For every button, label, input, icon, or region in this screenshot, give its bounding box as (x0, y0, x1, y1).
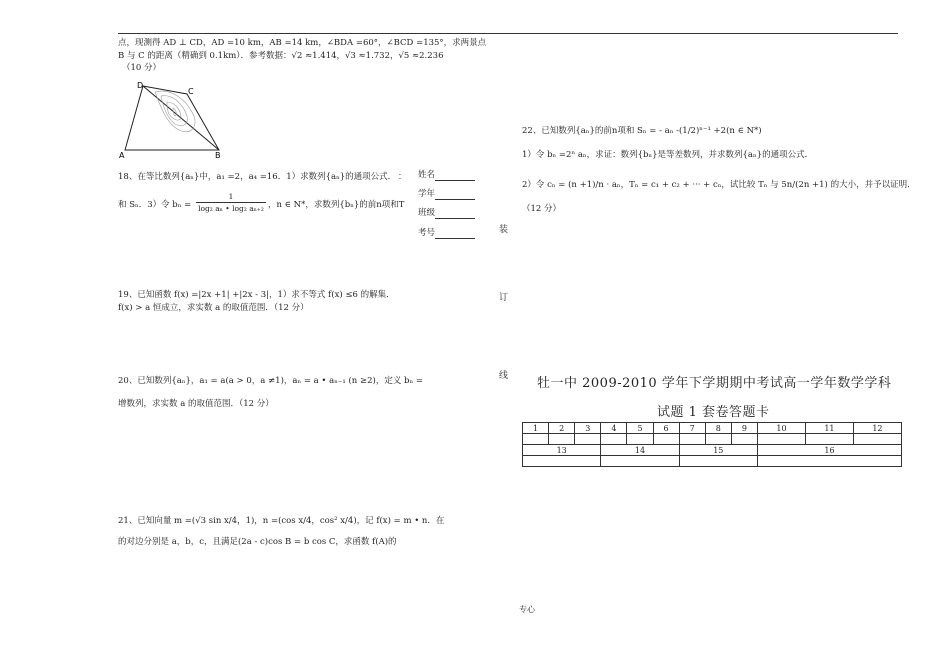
class-label: 班级 (418, 208, 436, 218)
name-blank[interactable] (435, 171, 475, 181)
class-blank[interactable] (435, 209, 475, 219)
q18-line1-tail: ： (398, 172, 407, 182)
number-cell: 5 (627, 423, 653, 434)
number-cell: 7 (679, 423, 705, 434)
q22-line2: 1）令 bₙ =2ⁿ aₙ，求证：数列{bₙ}是等差数列，并求数列{aₙ}的通项公式． (522, 150, 814, 160)
q17-points: （10 分） (122, 63, 162, 73)
class-field (418, 208, 475, 219)
exam-title: 牡一中 2009-2010 学年下学期期中考试高一学年数学学科 (537, 376, 892, 391)
q22-line1: 22、已知数列{aₙ}的前n项和 Sₙ = - aₙ -(1/2)ⁿ⁻¹ +2(n ∈ N*) (522, 126, 762, 136)
answer-cell[interactable] (731, 434, 757, 445)
fill-number-cell: 14 (601, 445, 679, 456)
number-cell: 2 (549, 423, 575, 434)
q19-line2: f(x) > a 恒成立，求实数 a 的取值范围．（12 分） (118, 303, 309, 313)
number-cell: 9 (731, 423, 757, 434)
number-cell: 10 (757, 423, 805, 434)
answer-sheet-title: 试题 1 套卷答题卡 (657, 405, 770, 420)
number-row (523, 423, 902, 434)
label-a: A (119, 151, 125, 160)
binding-zhuang: 装 (499, 225, 509, 235)
q18-line2-prefix: 和 Sₙ．3）令 bₙ = (118, 200, 192, 210)
number-cell: 11 (805, 423, 853, 434)
q21-line2: 的对边分别是 a，b，c，且满足(2a - c)cos B = b cos C，求函数 f(A)的 (118, 537, 397, 547)
fill-answer-cell[interactable] (679, 456, 757, 467)
fill-answer-cell[interactable] (757, 456, 901, 467)
q20-line1: 20、已知数列{aₙ}，a₁ = a(a > 0，a ≠1)，aₙ = a • aₙ₋₁ (n ≥2)，定义 bₙ = (118, 376, 423, 386)
answer-row (523, 434, 902, 445)
label-d: D (137, 81, 144, 90)
fill-answer-row (523, 456, 902, 467)
q17-line2: B 与 C 的距离（精确到 0.1km）．参考数据：√2 ≈1.414，√3 ≈1.732，√5 ≈2.236 (118, 51, 444, 61)
q17-line1: 点，现测得 AD ⊥ CD，AD =10 km，AB =14 km，∠BDA =60°，∠BCD =135°，求两景点 (118, 38, 487, 48)
number-cell: 6 (653, 423, 679, 434)
fraction-denominator: log₂ aₙ • log₂ aₙ₊₂ (198, 204, 264, 213)
answer-table (522, 422, 902, 467)
fill-number-cell: 16 (757, 445, 901, 456)
answer-cell[interactable] (601, 434, 627, 445)
answer-cell[interactable] (523, 434, 549, 445)
grade-field (418, 189, 475, 200)
binding-ding: 订 (499, 293, 509, 303)
number-cell: 4 (601, 423, 627, 434)
answer-cell[interactable] (679, 434, 705, 445)
number-field (418, 228, 475, 239)
number-cell: 8 (705, 423, 731, 434)
label-b: B (215, 151, 221, 160)
answer-cell[interactable] (627, 434, 653, 445)
q22-points: （12 分） (522, 204, 562, 214)
binding-xian: 线 (499, 371, 509, 381)
q21-line1: 21、已知向量 m =(√3 sin x/4，1)，n =(cos x/4，cos² x/4)，记 f(x) = m • n．在 (118, 516, 445, 526)
q18-line2-suffix: ，n ∈ N*，求数列{bₙ}的前n项和T (268, 200, 405, 210)
number-label: 考号 (418, 228, 436, 238)
fill-answer-cell[interactable] (523, 456, 601, 467)
number-cell: 1 (523, 423, 549, 434)
fill-number-cell: 13 (523, 445, 601, 456)
fill-number-cell: 15 (679, 445, 757, 456)
answer-cell[interactable] (549, 434, 575, 445)
q22-line3: 2）令 cₙ = (n +1)/n · aₙ，Tₙ = c₁ + c₂ + ··· + cₙ，试比较 Tₙ 与 5n/(2n +1) 的大小，并予以证明． (522, 180, 916, 190)
name-label: 姓名 (418, 170, 436, 180)
q19-line1: 19、已知函数 f(x) =|2x +1| +|2x - 3|，1）求不等式 f(x) ≤6 的解集． (118, 290, 395, 300)
answer-cell[interactable] (853, 434, 901, 445)
fraction-numerator: 1 (196, 192, 266, 203)
q18-fraction (196, 192, 266, 214)
quad-outline (125, 86, 219, 150)
top-rule (118, 33, 898, 34)
answer-cell[interactable] (805, 434, 853, 445)
number-blank[interactable] (435, 229, 475, 239)
grade-label: 学年 (418, 189, 436, 199)
number-cell: 12 (853, 423, 901, 434)
q20-line2: 增数列，求实数 a 的取值范围．（12 分） (118, 399, 274, 409)
footer-text: 专心 (519, 605, 535, 614)
label-c: C (188, 87, 194, 96)
answer-cell[interactable] (575, 434, 601, 445)
quadrilateral-figure (115, 78, 235, 160)
grade-blank[interactable] (435, 190, 475, 200)
fill-number-row (523, 445, 902, 456)
answer-cell[interactable] (653, 434, 679, 445)
name-field (418, 170, 475, 181)
q18-line1: 18、在等比数列{aₙ}中，a₁ =2，a₄ =16．1）求数列{aₙ}的通项公式． (118, 172, 397, 182)
number-cell: 3 (575, 423, 601, 434)
answer-cell[interactable] (757, 434, 805, 445)
answer-cell[interactable] (705, 434, 731, 445)
fill-answer-cell[interactable] (601, 456, 679, 467)
